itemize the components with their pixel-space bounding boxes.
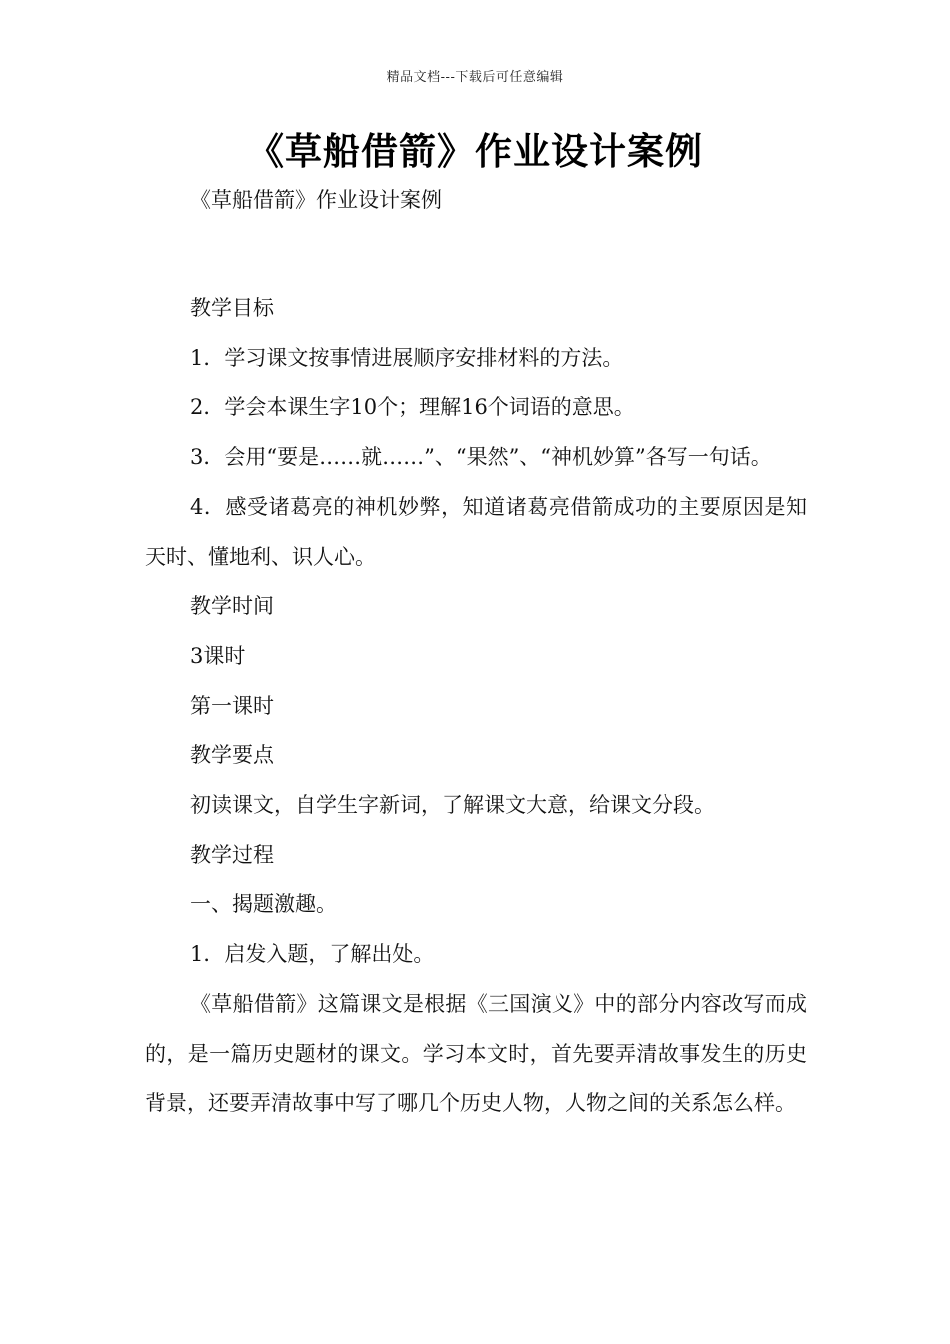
lesson-heading: 第一课时 xyxy=(190,693,274,718)
document-title: 《草船借箭》作业设计案例 xyxy=(247,130,703,173)
key-points-text: 初读课文，自学生字新词，了解课文大意，给课文分段。 xyxy=(190,793,715,818)
process-step-1: 一、揭题激趣。 xyxy=(190,892,337,917)
intro-paragraph: 《草船借箭》这篇课文是根据《三国演义》中的部分内容改写而成的，是一篇历史题材的课文。学习本文时，首先要弄清故事发生的历史背景，还要弄清故事中写了哪几个历史人物，人物之间的关系怎么样。 xyxy=(145,991,807,1116)
objective-item-4: 4．感受诸葛亮的神机妙弊，知道诸葛亮借箭成功的主要原因是知天时、懂地利、识人心。 xyxy=(145,494,807,569)
section-heading-time: 教学时间 xyxy=(190,594,274,619)
header-note: 精品文档---下载后可任意编辑 xyxy=(386,70,564,85)
objective-item-3: 3．会用“要是……就……”、“果然”、“神机妙算”各写一句话。 xyxy=(190,445,772,470)
document-body xyxy=(145,284,807,1129)
section-heading-objectives: 教学目标 xyxy=(190,296,274,320)
process-substep-1: 1．启发入题，了解出处。 xyxy=(190,942,435,967)
document-subtitle: 《草船借箭》作业设计案例 xyxy=(190,188,442,212)
section-heading-process: 教学过程 xyxy=(190,842,274,867)
time-value: 3课时 xyxy=(190,643,246,668)
section-heading-key-points: 教学要点 xyxy=(190,743,274,768)
objective-item-1: 1．学习课文按事情进展顺序安排材料的方法。 xyxy=(190,345,624,370)
objective-item-2: 2．学会本课生字10个；理解16个词语的意思。 xyxy=(190,395,635,420)
